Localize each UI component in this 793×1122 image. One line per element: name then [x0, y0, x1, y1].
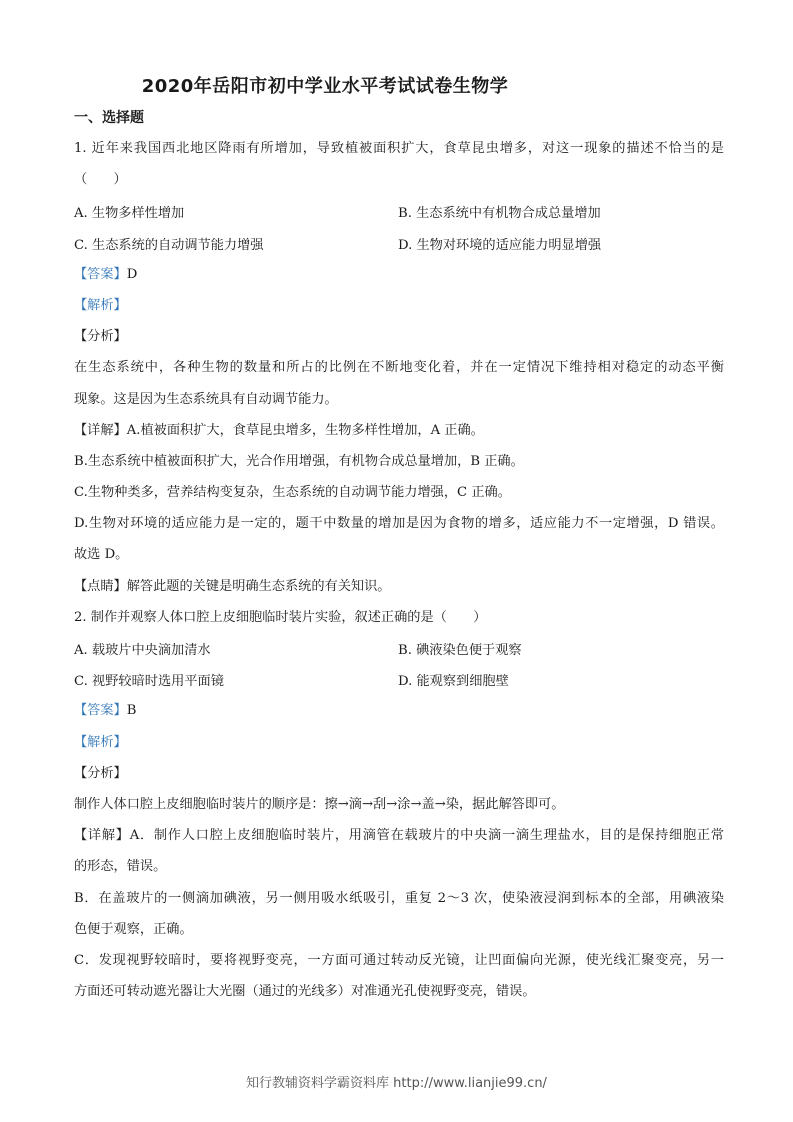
- q2-answer: [74, 701, 136, 721]
- q2-fenxi-text: 制作人体口腔上皮细胞临时装片的顺序是：擦→滴→刮→涂→盖→染，据此解答即可。: [74, 797, 565, 812]
- q1-fenxi-text-2: 现象。这是因为生态系统具有自动调节能力。: [74, 392, 338, 407]
- q2-detail-b-1: B．在盖玻片的一侧滴加碘液，另一侧用吸水纸吸引，重复 2～3 次，使染液浸润到标本的全部，用碘液染: [74, 891, 724, 906]
- q2-detail-a-1: 【详解】A．制作人口腔上皮细胞临时装片，用滴管在载玻片的中央滴一滴生理盐水，目的是保持细胞正常: [74, 828, 724, 843]
- q1-detail-d: D.生物对环境的适应能力是一定的，题干中数量的增加是因为食物的增多，适应能力不一定增强，D 错误。: [74, 516, 724, 531]
- q2-detail-c-1: C．发现视野较暗时，要将视野变亮，一方面可通过转动反光镜，让凹面偏向光源，使光线汇聚变亮，另一: [74, 953, 724, 968]
- q2-answer-label: 【答案】: [74, 703, 127, 718]
- q1-option-b: B. 生态系统中有机物合成总量增加: [398, 206, 601, 221]
- q1-stem: 1. 近年来我国西北地区降雨有所增加，导致植被面积扩大，食草昆虫增多，对这一现象的描述不恰当的是: [74, 141, 724, 156]
- footer-watermark: 知行教辅资料学霸资料库 http://www.lianjie99.cn/: [246, 1076, 547, 1091]
- q1-paren: （ ）: [74, 172, 127, 187]
- q2-option-b: B. 碘液染色便于观察: [398, 643, 522, 658]
- q2-analysis-label: 【解析】: [74, 735, 127, 750]
- q1-answer-label: 【答案】: [74, 267, 127, 282]
- q1-answer-value: D: [126, 267, 138, 282]
- q1-detail-b: B.生态系统中植被面积扩大，光合作用增强，有机物合成总量增加，B 正确。: [74, 454, 524, 469]
- q2-option-a: A. 载玻片中央滴加清水: [74, 643, 211, 658]
- q2-option-c: C. 视野较暗时选用平面镜: [74, 674, 224, 689]
- q2-detail-c-2: 方面还可转动遮光器让大光圈（通过的光线多）对准通光孔使视野变亮，错误。: [74, 984, 536, 999]
- q1-conclusion: 故选 D。: [74, 547, 129, 562]
- q1-comment: 【点睛】解答此题的关键是明确生态系统的有关知识。: [74, 579, 391, 594]
- q1-detail-a: 【详解】A.植被面积扩大，食草昆虫增多，生物多样性增加，A 正确。: [74, 423, 484, 438]
- q1-analysis-label: 【解析】: [74, 298, 127, 313]
- q2-option-d: D. 能观察到细胞壁: [398, 674, 509, 689]
- q1-option-c: C. 生态系统的自动调节能力增强: [74, 238, 264, 253]
- q2-fenxi-label: 【分析】: [74, 766, 127, 781]
- q1-detail-c: C.生物种类多，营养结构变复杂，生态系统的自动调节能力增强，C 正确。: [74, 485, 511, 500]
- q1-option-a: A. 生物多样性增加: [74, 206, 185, 221]
- q2-stem: 2. 制作并观察人体口腔上皮细胞临时装片实验，叙述正确的是（ ）: [74, 610, 487, 625]
- q2-detail-a-2: 的形态，错误。: [74, 859, 167, 874]
- q1-answer: [74, 265, 137, 285]
- section-heading: 一、选择题: [74, 110, 144, 126]
- page-title: 2020年岳阳市初中学业水平考试试卷生物学: [141, 76, 509, 97]
- q1-fenxi-text-1: 在生态系统中，各种生物的数量和所占的比例在不断地变化着，并在一定情况下维持相对稳定的动态平衡: [74, 360, 724, 375]
- q1-option-d: D. 生物对环境的适应能力明显增强: [398, 238, 602, 253]
- q2-answer-value: B: [126, 703, 137, 718]
- q2-detail-b-2: 色便于观察，正确。: [74, 922, 193, 937]
- q1-fenxi-label: 【分析】: [74, 329, 127, 344]
